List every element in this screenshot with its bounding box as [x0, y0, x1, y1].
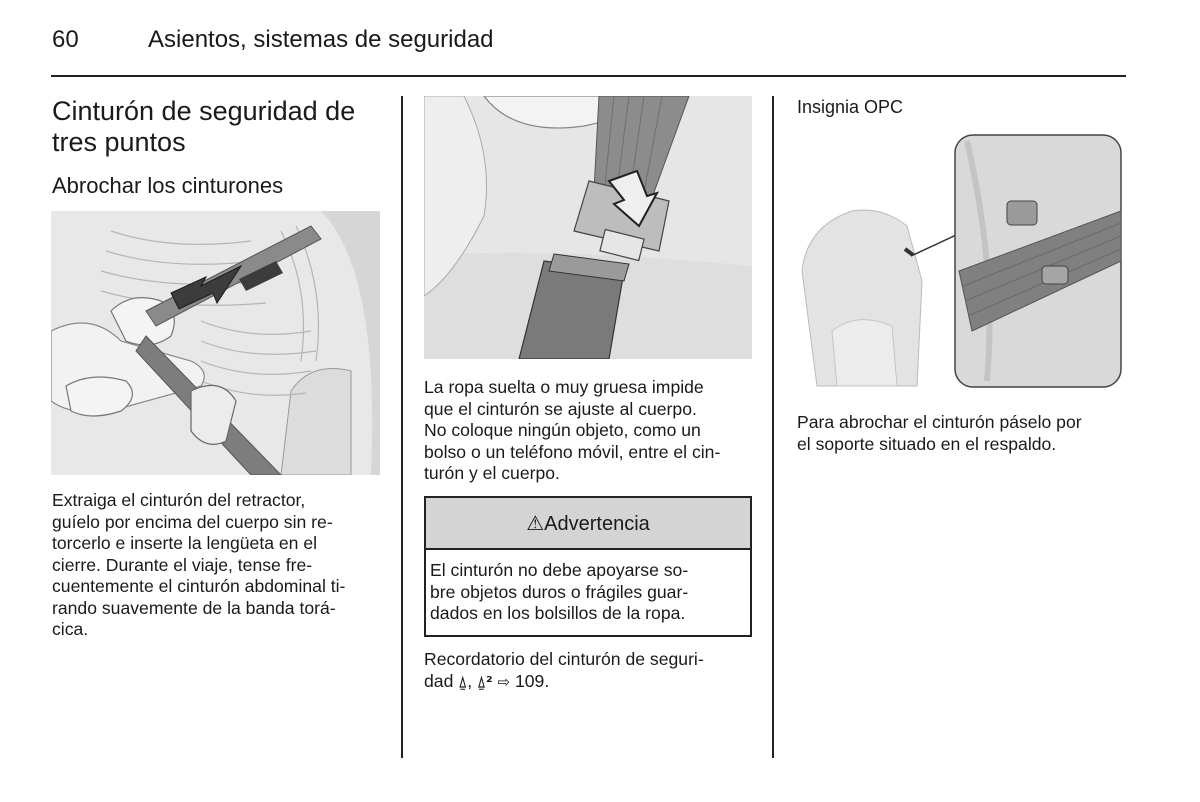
clothing-note: [424, 377, 754, 485]
text-line: dados en los bolsillos de la ropa.: [430, 603, 686, 623]
header-divider: [51, 75, 1126, 77]
buckle-insertion-illustration: [424, 96, 752, 359]
buckling-instructions: [52, 490, 386, 641]
opc-belt-instructions: [797, 412, 1127, 455]
text-line: cuentemente el cinturón abdominal ti-: [52, 576, 346, 596]
text-fragment: dad: [424, 670, 459, 691]
text-line: [424, 671, 754, 694]
text-line: el soporte situado en el respaldo.: [797, 433, 1057, 454]
section-title: Asientos, sistemas de seguridad: [148, 26, 494, 53]
column-divider-2: [772, 96, 774, 758]
text-line: bre objetos duros o frágiles guar-: [430, 581, 689, 602]
text-line: cierre. Durante el viaje, tense fre-: [52, 554, 313, 575]
text-line: turón y el cuerpo.: [424, 463, 560, 483]
section-heading: Cinturón de seguridad de tres puntos: [52, 96, 356, 157]
text-line: Para abrochar el cinturón páselo por: [797, 412, 1082, 432]
model-label: Insignia OPC: [797, 97, 904, 117]
text-line: rando suavemente de la banda torá-: [52, 597, 336, 618]
text-line: No coloque ningún objeto, como un: [424, 420, 701, 440]
text-line: bolso o un teléfono móvil, entre el cin-: [424, 441, 721, 462]
text-line: que el cinturón se ajuste al cuerpo.: [424, 398, 697, 419]
seatbelt-buckling-illustration: [51, 211, 380, 475]
warning-box: [424, 496, 752, 637]
section-subheading: Abrochar los cinturones: [52, 173, 284, 198]
warning-title: ⚠Advertencia: [426, 498, 750, 550]
text-line: La ropa suelta o muy gruesa impide: [424, 377, 704, 397]
text-line: Extraiga el cinturón del retractor,: [52, 490, 306, 510]
page-reference-arrow-icon: ⇨: [497, 672, 511, 691]
text-line: guíelo por encima del cuerpo sin re-: [52, 511, 333, 532]
opc-belt-guide-illustration: [797, 131, 1126, 392]
text-line: Recordatorio del cinturón de seguri-: [424, 649, 704, 669]
seatbelt-reminder-reference: [424, 649, 754, 693]
text-line: cica.: [52, 619, 89, 639]
text-line: torcerlo e inserte la lengüeta en el: [52, 533, 318, 553]
warning-body: [426, 550, 750, 625]
text-fragment: ,: [467, 670, 478, 691]
page-reference-link[interactable]: 109.: [510, 670, 550, 691]
seatbelt-reminder-icon: ⍙: [458, 672, 468, 691]
column-divider-1: [401, 96, 403, 758]
text-line: El cinturón no debe apoyarse so-: [430, 560, 689, 580]
seatbelt-reminder-rear-icon: ⍙²: [477, 672, 493, 691]
page-number: 60: [52, 26, 79, 53]
